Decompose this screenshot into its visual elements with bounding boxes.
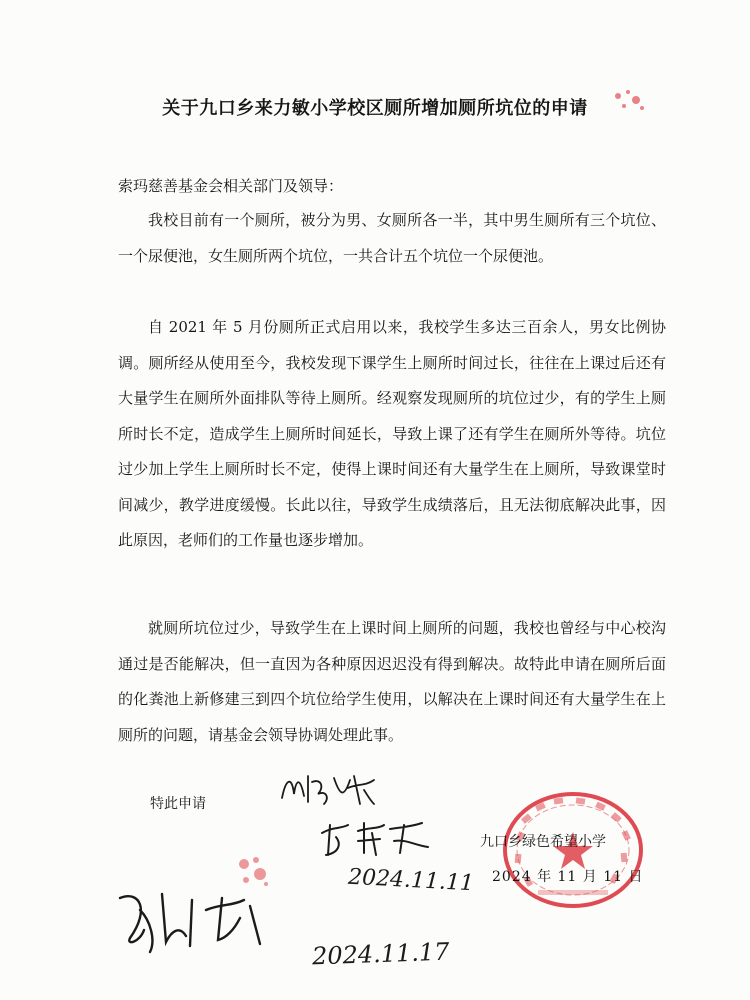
closing-remark: 特此申请 xyxy=(150,796,206,812)
red-ink-smudge-left xyxy=(232,850,274,892)
organization-name: 九口乡绿色希望小学 xyxy=(480,834,606,850)
document-title: 关于九口乡来力敏小学校区厕所增加厕所坑位的申请 xyxy=(162,98,588,119)
handwritten-date-2: 2024.11.17 xyxy=(311,937,450,971)
handwritten-date-1: 2024.11.11 xyxy=(347,864,475,897)
paragraph-1: 我校目前有一个厕所，被分为男、女厕所各一半，其中男生厕所有三个坑位、一个尿便池，女生厕所两个坑位，一共合计五个坑位一个尿便池。 xyxy=(118,211,666,265)
official-seal xyxy=(498,790,648,915)
salutation: 索玛慈善基金会相关部门及领导： xyxy=(118,177,344,195)
signature-2 xyxy=(318,815,433,860)
signature-1 xyxy=(278,768,378,810)
document-date: 2024 年 11 月 11 日 xyxy=(492,869,644,885)
paragraph-3: 就厕所坑位过少，导致学生在上课时间上厕所的问题，我校也曾经与中心校沟通过是否能解决，但一直因为各种原因迟迟没有得到解决。故特此申请在厕所后面的化粪池上新修建三到四个坑位给学生使用，以解决在上课时间还有大量学生在上厕所的问题，请基金会领导协调处理此事。 xyxy=(118,619,666,744)
paragraph-2: 自 2021 年 5 月份厕所正式启用以来，我校学生多达三百余人，男女比例协调。厕所经从使用至今，我校发现下课学生上厕所时间过长，往往在上课过后还有大量学生在厕所外面排队等待上厕所。经观察发现厕所的坑位过少，有的学生上厕所时长不定，造成学生上厕所时间延长，导致上课了还有学生在厕所外等待。坑位过少加上学生上厕所时长不定，使得上课时间还有大量学生在上厕所，导致课堂时间减少，教学进度缓慢。长此以往，导致学生成绩落后，且无法彻底解决此事，因此原因，老师们的工作量也逐步增加。 xyxy=(118,318,666,549)
signature-3 xyxy=(110,880,280,960)
red-ink-smudge-top xyxy=(608,84,650,116)
